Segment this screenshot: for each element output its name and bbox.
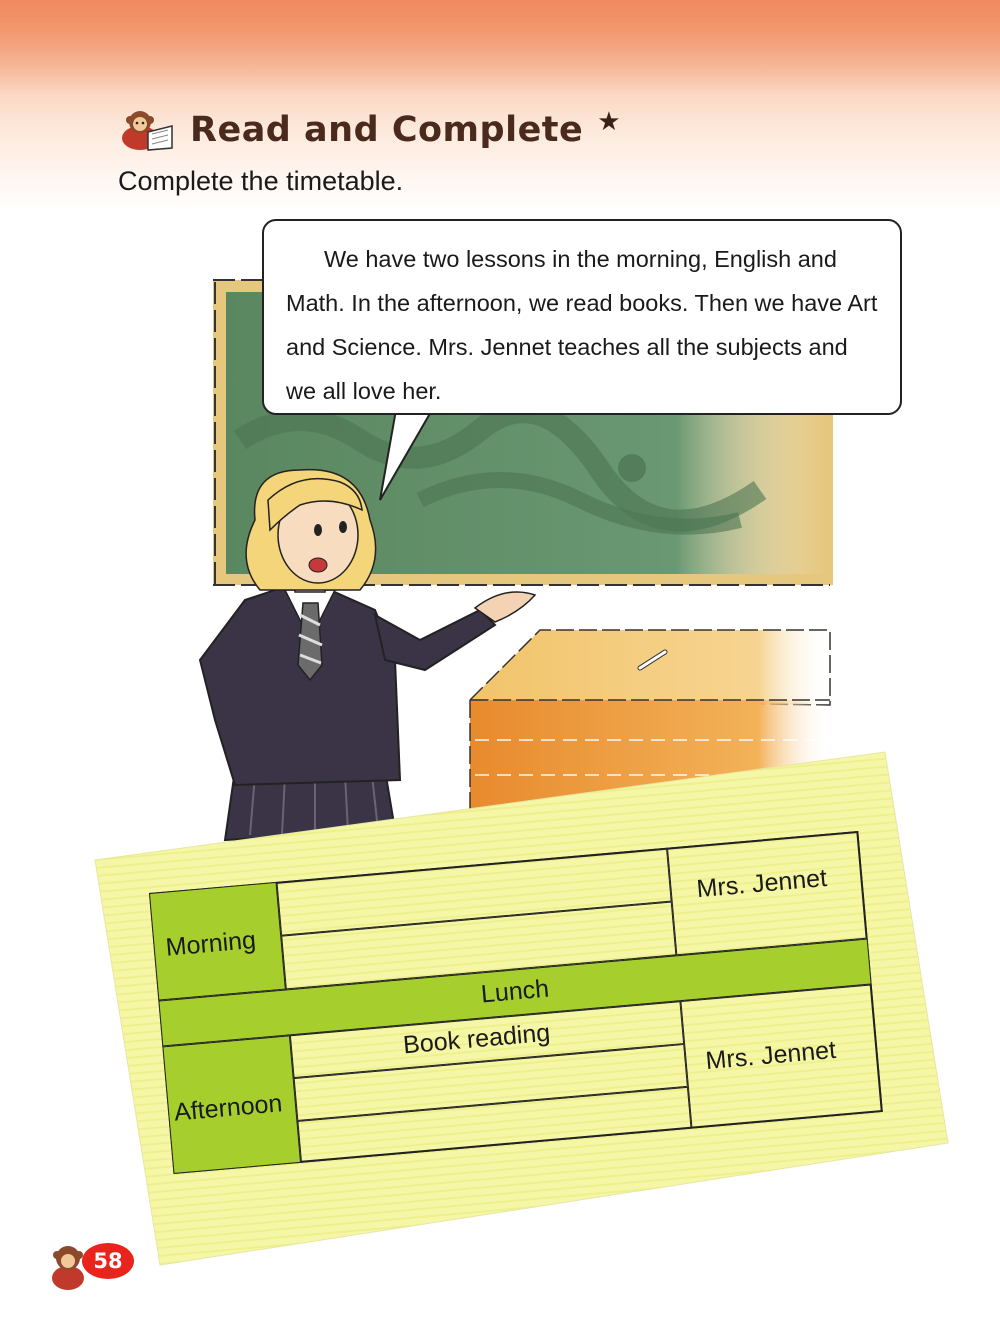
instruction-text: Complete the timetable. [118,166,404,196]
afternoon-label: Afternoon [172,1089,284,1127]
page-number: 58 [82,1243,134,1279]
afternoon-lesson-1: Book reading [401,1018,552,1060]
speech-bubble-text: We have two lessons in the morning, English and Math. In the afternoon, we read books. Then we have Art and Science. Mrs. Jennet teaches all the subjects and we all love her. [286,246,878,404]
morning-label: Morning [164,925,257,962]
star-icon: ★ [597,105,621,136]
afternoon-teacher: Mrs. Jennet [704,1035,838,1076]
page-title: Read and Complete [190,110,584,150]
morning-teacher: Mrs. Jennet [695,863,829,904]
lunch-label: Lunch [479,974,551,1009]
